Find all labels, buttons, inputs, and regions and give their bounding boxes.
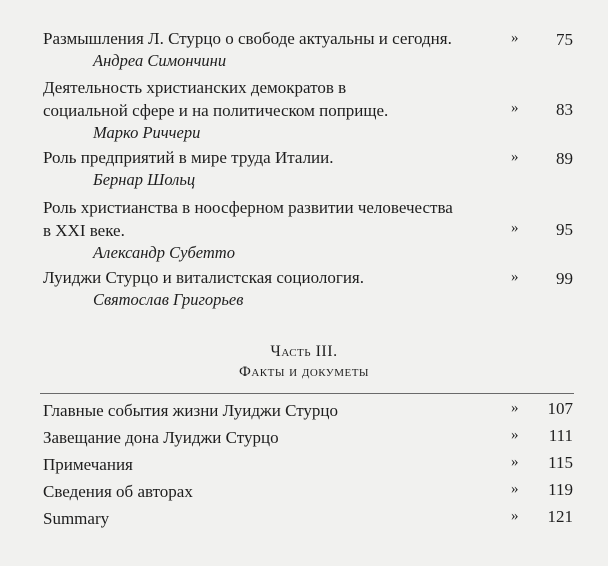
guillemet: » — [511, 481, 519, 497]
entry-title: Главные события жизни Луиджи Стурцо — [43, 401, 339, 420]
guillemet: » — [511, 269, 519, 285]
guillemet: » — [511, 220, 519, 236]
entry-title-line-1: Роль христианства в ноосферном развитии человечества — [43, 198, 453, 217]
entry-title: Размышления Л. Стурцо о свободе актуальны и сегодня. — [43, 29, 452, 48]
page-number: 99 — [556, 269, 573, 288]
entry-title-line-2: социальной сфере и на политическом поприще. — [43, 101, 389, 120]
guillemet: » — [511, 149, 519, 165]
entry-author: Святослав Григорьев — [93, 290, 244, 309]
guillemet: » — [511, 400, 519, 416]
guillemet: » — [511, 427, 519, 443]
page-number: 89 — [556, 149, 573, 168]
entry-title: Завещание дона Луиджи Стурцо — [43, 428, 279, 447]
toc-entry — [43, 146, 573, 191]
guillemet: » — [511, 508, 519, 524]
page-number: 119 — [548, 480, 573, 499]
entry-title: Луиджи Стурцо и виталистская социология. — [43, 268, 364, 287]
part-entry — [43, 399, 573, 425]
entry-author: Андреа Симончини — [93, 51, 227, 70]
entry-title: Сведения об авторах — [43, 482, 193, 501]
page-number: 95 — [556, 220, 573, 239]
part-label: Часть III. — [270, 343, 338, 360]
entry-title: Роль предприятий в мире труда Италии. — [43, 148, 334, 167]
page-number: 121 — [547, 507, 573, 526]
part-entry — [43, 507, 573, 533]
entry-author: Марко Риччери — [93, 123, 201, 142]
guillemet: » — [511, 30, 519, 46]
toc-entry — [43, 196, 573, 264]
page-number: 111 — [548, 426, 573, 445]
toc-entry — [43, 76, 573, 144]
page-number: 75 — [556, 30, 573, 49]
part-title: Факты и докуметы — [238, 364, 370, 380]
entry-author: Александр Субетто — [93, 243, 235, 262]
entry-title: Примечания — [43, 455, 133, 474]
entry-title: Summary — [43, 509, 110, 528]
page-number: 107 — [547, 399, 573, 418]
page-number: 83 — [556, 100, 573, 119]
toc-entry — [43, 27, 573, 72]
guillemet: » — [511, 454, 519, 470]
entry-title-line-1: Деятельность христианских демократов в — [43, 78, 347, 97]
part-entry — [43, 480, 573, 506]
entry-author: Бернар Шольц — [93, 170, 196, 189]
part-entry — [43, 426, 573, 452]
part-entry — [43, 453, 573, 479]
guillemet: » — [511, 100, 519, 116]
page-number: 115 — [548, 453, 573, 472]
entry-title-line-2: в XXI веке. — [43, 221, 125, 240]
toc-entry — [43, 266, 573, 311]
divider-rule — [40, 393, 574, 394]
